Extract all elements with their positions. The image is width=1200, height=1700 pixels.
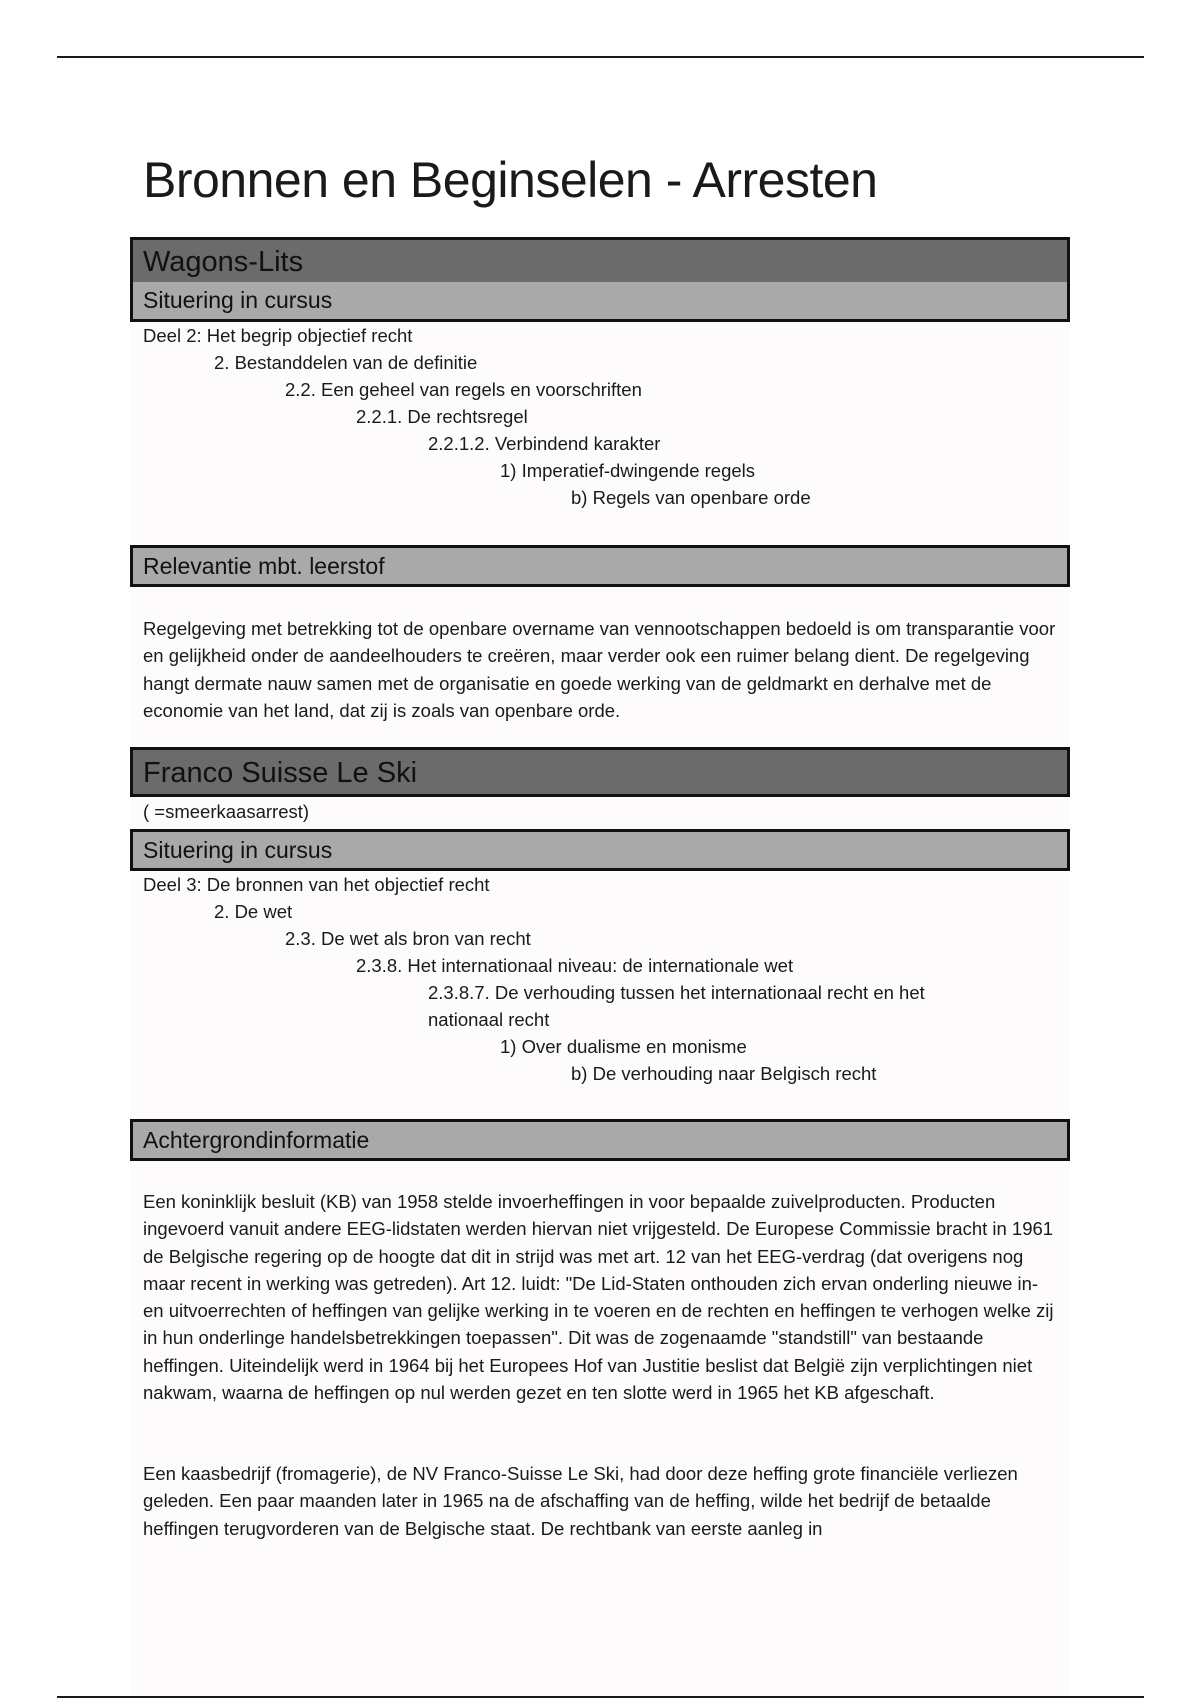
bottom-rule: [57, 1696, 1144, 1698]
franco-suisse-subtitle: ( =smeerkaasarrest): [143, 801, 310, 822]
franco-suisse-situering-label: Situering in cursus: [130, 829, 1070, 871]
situering-line: 2.3. De wet als bron van recht: [285, 928, 531, 949]
situering-line: nationaal recht: [428, 1009, 550, 1030]
situering-line: 2.2.1. De rechtsregel: [356, 406, 528, 427]
situering-line: 2.3.8.7. De verhouding tussen het internationaal recht en het: [428, 982, 925, 1003]
wagons-lits-title: Wagons-Lits: [133, 240, 1067, 282]
situering-line: b) De verhouding naar Belgisch recht: [571, 1063, 877, 1084]
situering-line: 2.2. Een geheel van regels en voorschriften: [285, 379, 642, 400]
situering-line: 2. De wet: [214, 901, 293, 922]
document-title: Bronnen en Beginselen - Arresten: [143, 152, 878, 208]
situering-line: 2.3.8. Het internationaal niveau: de internationale wet: [356, 955, 794, 976]
document-content: [130, 237, 1070, 1697]
wagons-lits-header-box: [130, 237, 1070, 322]
top-rule: [57, 56, 1144, 58]
franco-suisse-title: Franco Suisse Le Ski: [130, 747, 1070, 797]
situering-line: 2.2.1.2. Verbindend karakter: [428, 433, 661, 454]
situering-line: Deel 3: De bronnen van het objectief recht: [143, 874, 490, 895]
wagons-lits-situering-label: Situering in cursus: [133, 282, 1067, 319]
situering-line: 2. Bestanddelen van de definitie: [214, 352, 478, 373]
achtergrond-paragraph-1: Een koninklijk besluit (KB) van 1958 stelde invoerheffingen in voor bepaalde zuivelproducten. Producten ingevoerd vanuit andere EEG-lidstaten werden hiervan niet vrijgesteld. De Europese Commissie bracht in 1961 de Belgische regering op de hoogte dat dit in strijd was met art. 12 van het EEG-verdrag (dat overigens nog maar recent in werking was getreden). Art 12. luidt: "De Lid-Staten onthouden zich ervan onderling nieuwe in- en uitvoerrechten of heffingen van gelijke werking in te voeren en de rechten en heffingen te verhogen welke zij in hun onderlinge handelsbetrekkingen toepassen". Dit was de zogenaamde "standstill" van bestaande heffingen. Uiteindelijk werd in 1964 bij het Europees Hof van Justitie beslist dat België zijn verplichtingen niet nakwam, waarna de heffingen op nul werden gezet en ten slotte werd in 1965 het KB afgeschaft.: [143, 1191, 1054, 1404]
situering-line: b) Regels van openbare orde: [571, 487, 811, 508]
situering-line: 1) Over dualisme en monisme: [500, 1036, 747, 1057]
relevantie-text: Regelgeving met betrekking tot de openbare overname van vennootschappen bedoeld is om transparantie voor en gelijkheid onder de aandeelhouders te creëren, maar verder ook een ruimer belang dient. De regelgeving hangt dermate nauw samen met de organisatie en goede werking van de geldmarkt en derhalve met de economie van het land, dat zij is zoals van openbare orde.: [143, 618, 1056, 721]
relevantie-label: Relevantie mbt. leerstof: [130, 545, 1070, 587]
achtergrond-paragraph-2: Een kaasbedrijf (fromagerie), de NV Franco-Suisse Le Ski, had door deze heffing grote financiële verliezen geleden. Een paar maanden later in 1965 na de afschaffing van de heffing, wilde het bedrijf de betaalde heffingen terugvorderen van de Belgische staat. De rechtbank van eerste aanleg in: [143, 1463, 1018, 1539]
achtergrond-label: Achtergrondinformatie: [130, 1119, 1070, 1161]
situering-line: Deel 2: Het begrip objectief recht: [143, 325, 413, 346]
situering-line: 1) Imperatief-dwingende regels: [500, 460, 756, 481]
